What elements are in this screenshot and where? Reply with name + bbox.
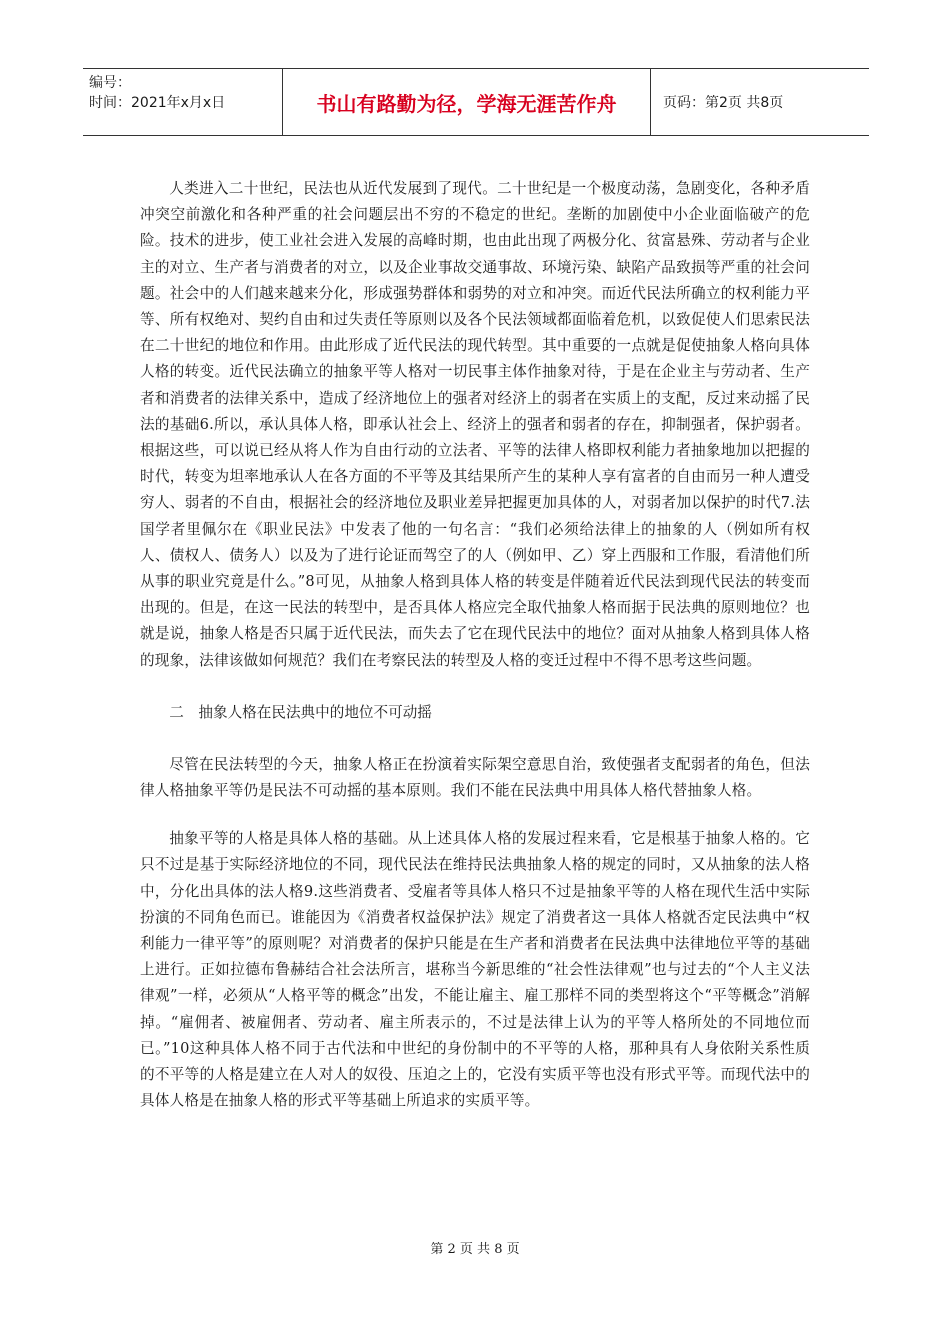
page-footer: 第 2 页 共 8 页 <box>430 1242 520 1257</box>
page-header <box>83 68 869 136</box>
header-page-number: 页码：第2页 共8页 <box>663 95 784 111</box>
paragraph-2: 尽管在民法转型的今天，抽象人格正在扮演着实际架空意思自治，致使强者支配弱者的角色，但法律人格抽象平等仍是民法不可动摇的基本原则。我们不能在民法典中用具体人格代替抽象人格。 <box>140 755 810 800</box>
time-label: 时间：2021年x月x日 <box>89 95 226 111</box>
paragraph-3: 抽象平等的人格是具体人格的基础。从上述具体人格的发展过程来看，它是根基于抽象人格的。它只不过是基于实际经济地位的不同，现代民法在维持民法典抽象人格的规定的同时，又从抽象的法人格中，分化出具体的法人格9.这些消费者、受雇者等具体人格只不过是抽象平等的人格在现代生活中实际扮演的不同角色而已。谁能因为《消费者权益保护法》规定了消费者这一具体人格就否定民法典中“权利能力一律平等”的原则呢？对消费者的保护只能是在生产者和消费者在民法典中法律地位平等的基础上进行。正如拉德布鲁赫结合社会法所言，堪称当今新思维的“社会性法律观”也与过去的“个人主义法律观”一样，必须从“人格平等的概念”出发，不能让雇主、雇工那样不同的类型将这个“平等概念”消解掉。“雇佣者、被雇佣者、劳动者、雇主所表示的，不过是法律上认为的平等人格所处的不同地位而已。”10这种具体人格不同于古代法和中世纪的身份制中的不平等的人格，那种具有人身依附关系性质的不平等的人格是建立在人对人的奴役、压迫之上的，它没有实质平等也没有形式平等。而现代法中的具体人格是在抽象人格的形式平等基础上所追求的实质平等。 <box>140 830 810 1110</box>
header-motto: 书山有路勤为径，学海无涯苦作舟 <box>283 69 651 135</box>
code-label: 编号： <box>89 75 131 91</box>
paragraph-1: 人类进入二十世纪，民法也从近代发展到了现代。二十世纪是一个极度动荡，急剧变化，各种矛盾冲突空前激化和各种严重的社会问题层出不穷的不稳定的世纪。垄断的加剧使中小企业面临破产的危险。技术的进步，使工业社会进入发展的高峰时期，也由此出现了两极分化、贫富悬殊、劳动者与企业主的对立、生产者与消费者的对立，以及企业事故交通事故、环境污染、缺陷产品致损等严重的社会问题。社会中的人们越来越来分化，形成强势群体和弱势的对立和冲突。而近代民法所确立的权利能力平等、所有权绝对、契约自由和过失责任等原则以及各个民法领域都面临着危机，以致促使人们思索民法在二十世纪的地位和作用。由此形成了近代民法的现代转型。其中重要的一点就是促使抽象人格向具体人格的转变。近代民法确立的抽象平等人格对一切民事主体作抽象对待，于是在企业主与劳动者、生产者和消费者的法律关系中，造成了经济地位上的强者对经济上的弱者在实质上的支配，反过来动摇了民法的基础6.所以，承认具体人格，即承认社会上、经济上的强者和弱者的存在，抑制强者，保护弱者。根据这些，可以说已经从将人作为自由行动的立法者、平等的法律人格即权利能力者抽象地加以把握的时代，转变为坦率地承认人在各方面的不平等及其结果所产生的某种人享有富者的自由而另一种人遭受穷人、弱者的不自由，根据社会的经济地位及职业差异把握更加具体的人，对弱者加以保护的时代7.法国学者里佩尔在《职业民法》中发表了他的一句名言：“我们必须给法律上的抽象的人（例如所有权人、债权人、债务人）以及为了进行论证而驾空了的人（例如甲、乙）穿上西服和工作服，看清他们所从事的职业究竟是什么。”8可见，从抽象人格到具体人格的转变是伴随着近代民法到现代民法的转变而出现的。但是，在这一民法的转型中，是否具体人格应完全取代抽象人格而据于民法典的原则地位？也就是说，抽象人格是否只属于近代民法，而失去了它在现代民法中的地位？面对从抽象人格到具体人格的现象，法律该做如何规范？我们在考察民法的转型及人格的变迁过程中不得不思考这些问题。 <box>140 180 810 669</box>
section-heading-2: 二 抽象人格在民法典中的地位不可动摇 <box>169 703 432 721</box>
header-meta <box>83 69 283 135</box>
document-body <box>140 176 810 1115</box>
